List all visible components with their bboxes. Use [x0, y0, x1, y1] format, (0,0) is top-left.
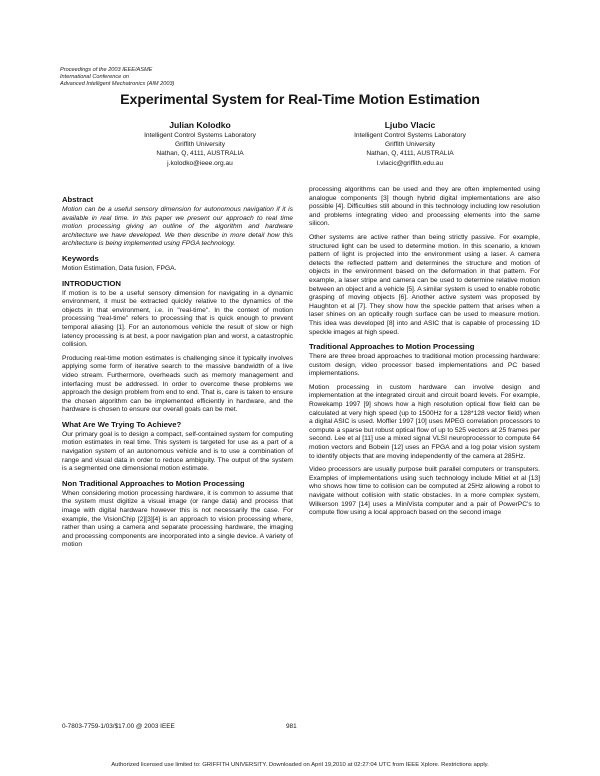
section-heading: Abstract — [62, 195, 94, 204]
proceedings-line: Advanced Intelligent Mechatronics (AIM 2003) — [60, 81, 175, 88]
footer-isbn: 0-7803-7759-1/03/$17.00 @ 2003 IEEE — [62, 723, 175, 730]
section-heading: What Are We Trying To Achieve? — [62, 419, 182, 429]
section-heading: Keywords — [62, 253, 99, 263]
author-block — [315, 120, 505, 168]
author-university: Griffith University — [384, 141, 436, 149]
proceedings-line: Proceedings of the 2003 IEEE/ASME — [60, 67, 153, 73]
proceedings-line: International Conference on — [60, 74, 130, 81]
paragraph: Motion processing in custom hardware can involve design and implementation at the integrated circuit and circuit board levels. For example, Rowekamp 1997 [9] shows how a high resolution optical flow field can be calculated at very high speed (up to 1500Hz for a 128*128 vector field) when a digital ASIC is used. Moffler 1997 [10] uses MPEG correlation processors to compute a sparse but robust optical flow of up to 525 vectors at 25 frames per second. Lee et al [11] use a mixed signal VLSI neuroprocessor to compute 64 motion vectors and Bobein [12] uses an FPGA and a log polar vision system to identify objects that are moving independently of the camera at 285Hz. — [309, 383, 540, 460]
left-column — [62, 193, 293, 555]
authorized-use-notice: Authorized licensed use limited to: GRIFFITH UNIVERSITY. Downloaded on April 19,2010 at 02:27:04 UTC from IEEE Xplore. Restrictions apply. — [111, 762, 489, 768]
author-name: Ljubo Vlacic — [384, 120, 436, 130]
author-email: j.kolodko@ieee.org.au — [167, 159, 233, 167]
section-heading: INTRODUCTION — [62, 278, 121, 288]
author-email: l.vlacic@griffith.edu.au — [376, 159, 444, 167]
author-city: Nathan, Q, 4111, AUSTRALIA — [156, 150, 244, 158]
right-column — [309, 186, 540, 523]
paragraph: Producing real-time motion estimates is challenging since it typically involves applying some form of iterative search to the massive bandwidth of a live video stream. Furthermore, overheads such as memory management and interfacing must be addressed. In order to overcome these problems we approach the design problem from end to end. That is, care is taken to ensure the chosen algorithm can be implemented efficiently in hardware, and the hardware is chosen to ensure our overall goals can be met. — [62, 354, 293, 414]
author-name: Julian Kolodko — [169, 120, 231, 130]
section-heading: Non Traditional Approaches to Motion Processing — [62, 478, 245, 488]
section-heading: Traditional Approaches to Motion Processing — [309, 342, 475, 352]
paragraph: Video processors are usually purpose built parallel computers or transputers. Examples of implementations using such technology include Mitiel et al [13] who shows how time to collision can be computed at 25Hz allowing a robot to navigate without collision with static obstacles. In a more complex system, Wilkerson 1997 [14] uses a MiniVista computer and a pair of PowerPC's to compute flow using a local approach based on the second image — [309, 466, 540, 517]
paragraph: Our primary goal is to design a compact, self-contained system for computing motion estimates in real time. This system is targeted for use as a part of a navigation system of an autonomous vehicle and is to use a combination of range and visual data in order to reduce ambiguity. The output of the system is a segmented one dimensional motion estimate. — [62, 430, 293, 473]
paragraph: When considering motion processing hardware, it is common to assume that the system must digitize a visual image (or range data) and process that image with digital hardware however this is not necessarily the case. For example, the VisionChip [2][3][4] is an approach to vision processing where, rather than using a camera and separate processing hardware, the imaging and processing components are incorporated into a single device. A variety of motion — [62, 489, 293, 549]
author-university: Griffith University — [174, 141, 226, 149]
page-number: 981 — [286, 723, 297, 730]
paragraph: There are three broad approaches to traditional motion processing hardware: custom design, video processor based implementations and PC based implementations. — [309, 353, 540, 378]
author-lab: Intelligent Control Systems Laboratory — [354, 132, 466, 139]
paragraph: processing algorithms can be used and they are often implemented using analogue components [3] though hybrid digital implementations are also possible [4]. Difficulties still abound in this technology including low resolution and problems integrating video and processing elements into the same silicon. — [309, 186, 540, 228]
paragraph: Motion can be a useful sensory dimension for autonomous navigation if it is available in real time. In this paper we present our approach to real time motion processing giving an outline of the algorithm and hardware architecture we have developed. We then describe in more detail how this architecture is being implemented using FPGA technology. — [62, 206, 293, 248]
author-block — [105, 120, 295, 168]
paragraph: If motion is to be a useful sensory dimension for navigating in a dynamic environment, it must be extracted quickly relative to the dynamics of the objects in that environment, i.e. in "real-time". In the context of motion processing "real-time" refers to processing that is quick enough to prevent temporal aliasing [1]. For an autonomous vehicle the result of slow or high latency processing is at best, a poor navigation plan and worst, a catastrophic collision. — [62, 289, 293, 349]
paragraph: Motion Estimation, Data fusion, FPGA. — [62, 264, 177, 272]
author-lab: Intelligent Control Systems Laboratory — [144, 132, 256, 139]
proceedings-info — [60, 67, 174, 89]
author-city: Nathan, Q, 4111, AUSTRALIA — [366, 150, 454, 158]
paper-title: Experimental System for Real-Time Motion Estimation — [120, 92, 480, 108]
paragraph: Other systems are active rather than being strictly passive. For example, structured light can be used to determine motion. In this scenario, a known pattern of light is projected into the environment using a laser. A camera detects the reflected pattern and determines the structure and motion of objects in the environment based on the deformation in that pattern. For example, a laser stripe and camera can be used to determine relative motion between an object and a vehicle [5]. A similar system is used to enable robotic grasping of moving objects [6]. Another active system was proposed by Haughton et al [7]. They show how the speckle pattern that arises when a laser shines on an optically rough surface can be used to measure motion. This idea was developed [8] into and ASIC that is capable of processing 1D speckle images at high speed. — [309, 233, 540, 336]
